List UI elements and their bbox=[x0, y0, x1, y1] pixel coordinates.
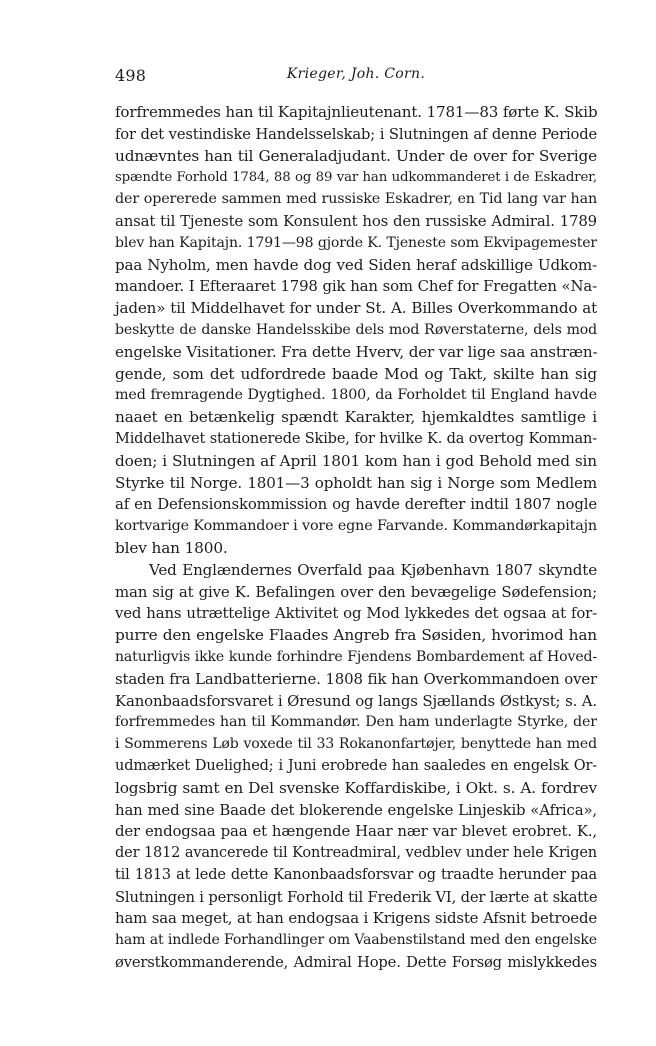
text-line: doen; i Slutningen af April 1801 kom han i god Behold med sin bbox=[115, 451, 597, 470]
text-line: udnævntes han til Generaladjudant. Under de over for Sverige bbox=[115, 146, 597, 165]
text-line: ansat til Tjeneste som Konsulent hos den russiske Admiral. 1789 bbox=[115, 211, 597, 230]
text-line: øverstkommanderende, Admiral Hope. Dette Forsøg mislykkedes bbox=[115, 954, 597, 972]
text-line: i Sommerens Løb voxede til 33 Rokanonfartøjer, benyttede han med bbox=[115, 736, 597, 753]
text-line: ved hans utrættelige Aktivitet og Mod lykkedes det ogsaa at for- bbox=[115, 604, 597, 623]
text-line: logsbrig samt en Del svenske Koffardiskibe, i Okt. s. A. fordrev bbox=[115, 778, 597, 797]
text-line: Kanonbaadsforsvaret i Øresund og langs Sjællands Østkyst; s. A. bbox=[115, 691, 597, 710]
body-text bbox=[115, 102, 597, 974]
text-line: blev han Kapitajn. 1791—98 gjorde K. Tjeneste som Ekvipagemester bbox=[115, 234, 597, 251]
text-line: paa Nyholm, men havde dog ved Siden heraf adskillige Udkom- bbox=[115, 255, 597, 274]
text-line: man sig at give K. Befalingen over den bevægelige Sødefension; bbox=[115, 582, 597, 601]
text-line: han med sine Baade det blokerende engelske Linjeskib «Africa», bbox=[115, 800, 597, 819]
text-line: spændte Forhold 1784, 88 og 89 var han udkommanderet i de Eskadrer, bbox=[115, 170, 597, 186]
text-line: ham saa meget, at han endogsaa i Krigens sidste Afsnit betroede bbox=[115, 909, 597, 928]
text-line: af en Defensionskommission og havde derefter indtil 1807 nogle bbox=[115, 495, 597, 514]
text-line: kortvarige Kommandoer i vore egne Farvande. Kommandørkapitajn bbox=[115, 518, 597, 535]
text-line: Middelhavet stationerede Skibe, for hvilke K. da overtog Komman- bbox=[115, 430, 597, 447]
text-line: ham at indlede Forhandlinger om Vaabenstilstand med den engelske bbox=[115, 932, 597, 949]
text-line: forfremmedes han til Kommandør. Den ham underlagte Styrke, der bbox=[115, 714, 597, 731]
text-line: gende, som det udfordrede baade Mod og Takt, skilte han sig bbox=[115, 364, 597, 383]
text-line: blev han 1800. bbox=[115, 538, 228, 557]
text-line: purre den engelske Flaades Angreb fra Søsiden, hvorimod han bbox=[115, 626, 597, 645]
text-line: udmærket Duelighed; i Juni erobrede han saaledes en engelsk Or- bbox=[115, 757, 597, 774]
running-title: Krieger, Joh. Corn. bbox=[286, 66, 426, 82]
text-line: der endogsaa paa et hængende Haar nær var blevet erobret. K., bbox=[115, 822, 597, 841]
text-line: for det vestindiske Handelsselskab; i Slutningen af denne Periode bbox=[115, 125, 597, 143]
text-line: mandoer. I Efteraaret 1798 gik han som Chef for Fregatten «Na- bbox=[115, 277, 597, 296]
text-line: staden fra Landbatterierne. 1808 fik han Overkommandoen over bbox=[115, 669, 597, 688]
page-number: 498 bbox=[115, 66, 147, 85]
running-head bbox=[115, 66, 597, 90]
text-line: Styrke til Norge. 1801—3 opholdt han sig i Norge som Medlem bbox=[115, 473, 597, 492]
text-line: jaden» til Middelhavet for under St. A. Billes Overkommando at bbox=[115, 299, 597, 318]
text-line: med fremragende Dygtighed. 1800, da Forholdet til England havde bbox=[115, 387, 597, 404]
text-line: der 1812 avancerede til Kontreadmiral, vedblev under hele Krigen bbox=[115, 845, 597, 862]
text-line: beskytte de danske Handelsskibe dels mod Røverstaterne, dels mod bbox=[115, 321, 597, 338]
text-line: der opererede sammen med russiske Eskadrer, en Tid lang var han bbox=[115, 191, 597, 208]
text-line: til 1813 at lede dette Kanonbaadsforsvar og traadte herunder paa bbox=[115, 866, 597, 883]
text-line: engelske Visitationer. Fra dette Hverv, der var lige saa anstræn- bbox=[115, 342, 598, 361]
text-line: naaet en betænkelig spændt Karakter, hjemkaldtes samtlige i bbox=[115, 408, 597, 427]
text-line: Slutningen i personligt Forhold til Frederik VI, der lærte at skatte bbox=[115, 888, 598, 906]
text-line: naturligvis ikke kunde forhindre Fjendens Bombardement af Hoved- bbox=[115, 648, 597, 665]
text-line: forfremmedes han til Kapitajnlieutenant. 1781—83 førte K. Skib bbox=[115, 103, 598, 121]
text-line: Ved Englændernes Overfald paa Kjøbenhavn 1807 skyndte bbox=[149, 560, 597, 579]
